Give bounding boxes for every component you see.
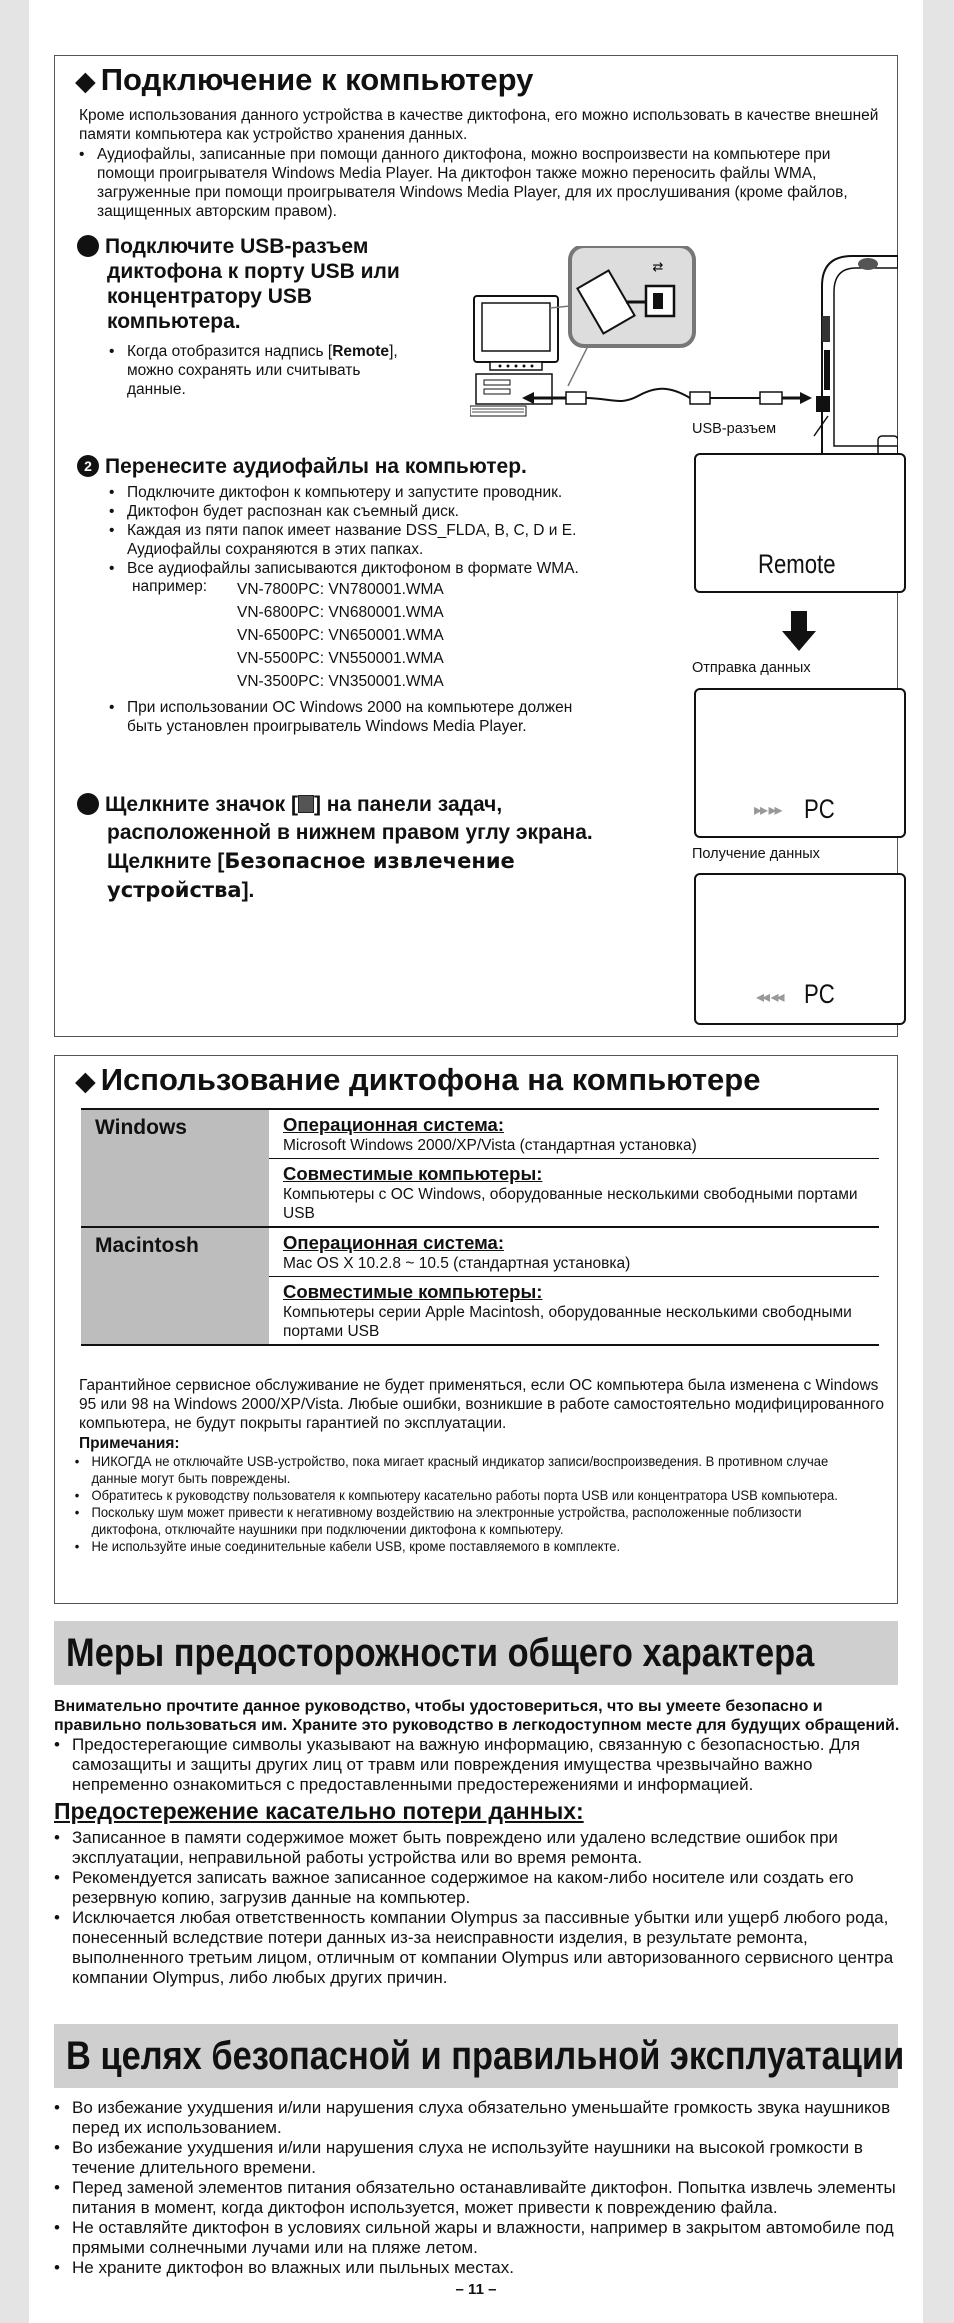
- table-row: [81, 1109, 879, 1159]
- step-2-list: [105, 483, 650, 578]
- precautions-list: [50, 1735, 904, 1795]
- connect-intro: Кроме использования данного устройства в качестве диктофона, его можно использовать в качестве внешней памяти компьютера как устройство хранения данных.: [79, 107, 879, 143]
- list-item: • Все аудиофайлы записываются диктофоном в формате WMA.: [105, 559, 650, 578]
- compat-cell: Совместимые компьютеры: Компьютеры с ОС Windows, оборудованные несколькими свободными портами USB: [269, 1159, 879, 1228]
- receive-data-label: Получение данных: [692, 846, 820, 862]
- step-3-heading: 3 Щелкните значок [ ] на панели задач, расположенной в нижнем правом углу экрана. Щелкните [Безопасное извлечение устройства].: [69, 793, 593, 902]
- notes-title: Примечания:: [79, 1435, 180, 1452]
- list-item: • Исключается любая ответственность компании Olympus за пассивные убытки или ущерб любого рода, понесенный вследствие потери данных из-за неисправности изделия, в результате ремонта, выполненного третьим лицом, отличным от компании Olympus или авторизованного сервисного центра компании Olympus, либо любых других причин.: [50, 1908, 904, 1988]
- example-file: VN-6800PC: VN680001.WMA: [237, 604, 444, 621]
- table-row: [81, 1227, 879, 1277]
- safety-band: [54, 2024, 905, 2088]
- precautions-section: [54, 1697, 904, 1988]
- list-item: • Аудиофайлы, записанные при помощи данного диктофона, можно воспроизвести на компьютере при помощи проигрывателя Windows Media Player. На диктофон также можно переносить файлы WMA, загруженные при помощи проигрывателя Windows Media Player, для их прослушивания (кроме файлов, защищенных авторским правом).: [75, 145, 885, 221]
- receive-arrows-icon: ◂◂ ◂◂: [756, 989, 783, 1006]
- os-cell: Windows: [81, 1109, 269, 1227]
- diamond-icon: ◆: [75, 1066, 96, 1096]
- step-1-heading: 1 Подключите USB-разъем диктофона к порту USB или концентратору USB компьютера.: [69, 235, 400, 333]
- display-send: [694, 688, 906, 838]
- display-text: Remote: [758, 549, 836, 579]
- step-1: [69, 234, 427, 399]
- list-item: • НИКОГДА не отключайте USB-устройство, пока мигает красный индикатор записи/воспроизведения. В противном случае данные могут быть повреждены.: [71, 1453, 871, 1487]
- list-item: • Во избежание ухудшения и/или нарушения слуха не используйте наушники на высокой громкости в течение длительного времени.: [50, 2138, 904, 2178]
- step-2: [77, 454, 657, 736]
- safely-remove-icon: [298, 795, 314, 813]
- list-item: • Обратитесь к руководству пользователя к компьютеру касательно работы порта USB или концентратора USB компьютера.: [71, 1487, 871, 1504]
- example-file: VN-5500PC: VN550001.WMA: [237, 650, 444, 667]
- list-item: • Каждая из пяти папок имеет название DSS_FLDA, B, C, D и E. Аудиофайлы сохраняются в этих папках.: [105, 521, 650, 559]
- manual-page: [29, 0, 923, 2323]
- example-label: например:: [132, 578, 208, 595]
- data-loss-title: Предостережение касательно потери данных:: [54, 1798, 584, 1824]
- list-item: • Не храните диктофон во влажных или пыльных местах.: [50, 2258, 904, 2278]
- example-file: VN-6500PC: VN650001.WMA: [237, 627, 444, 644]
- list-item: • Поскольку шум может привести к негативному воздействию на электронные устройства, расположенные поблизости диктофона, отключайте наушники при подключении диктофона к компьютеру.: [71, 1504, 871, 1538]
- list-item: • Не используйте иные соединительные кабели USB, кроме поставляемого в комплекте.: [71, 1538, 871, 1555]
- diamond-icon: ◆: [75, 66, 96, 96]
- compat-cell: Совместимые компьютеры: Компьютеры серии Apple Macintosh, оборудованные несколькими свободными портами USB: [269, 1277, 879, 1346]
- safety-list: [50, 2098, 904, 2278]
- step-number-badge: 1: [77, 235, 99, 257]
- step-number-badge: 3: [77, 793, 99, 815]
- notes-list: [71, 1453, 891, 1555]
- example-list: [237, 578, 444, 693]
- example-file: VN-7800PC: VN780001.WMA: [237, 581, 444, 598]
- file-examples: [132, 578, 657, 696]
- usage-title: ◆ Использование диктофона на компьютере: [75, 1062, 761, 1097]
- connect-title: ◆ Подключение к компьютеру: [75, 62, 534, 97]
- list-item: • Во избежание ухудшения и/или нарушения слуха обязательно уменьшайте громкость звука наушников перед их использованием.: [50, 2098, 904, 2138]
- list-item: • Предостерегающие символы указывают на важную информацию, связанную с безопасностью. Для самозащиты и защиты других лиц от травм или повреждения имущества чрезвычайно важно непременно ознакомиться с предоставленными предостережениями и информацией.: [50, 1735, 904, 1795]
- connect-section: [54, 55, 898, 1037]
- connect-intro-list: [75, 145, 885, 221]
- usb-connector-label: USB-разъем: [692, 421, 777, 437]
- precautions-band: [54, 1621, 898, 1685]
- os-cell: Macintosh: [81, 1227, 269, 1345]
- send-data-label: Отправка данных: [692, 660, 811, 676]
- display-text: PC: [804, 979, 835, 1009]
- svg-text:⇄: ⇄: [652, 260, 664, 275]
- usage-section: [54, 1055, 898, 1604]
- os-spec-cell: Операционная система: Microsoft Windows 2000/XP/Vista (стандартная установка): [269, 1109, 879, 1159]
- display-remote: [694, 453, 906, 593]
- arrow-down-icon: [782, 611, 816, 651]
- list-item: • Рекомендуется записать важное записанное содержимое на каком-либо носителе или создать его резервную копию, загрузив данные на компьютер.: [50, 1868, 904, 1908]
- system-requirements-table: [81, 1108, 879, 1346]
- safety-title: В целях безопасной и правильной эксплуатации: [66, 2034, 905, 2078]
- data-loss-list: [50, 1828, 904, 1988]
- step-3: [69, 791, 597, 905]
- step-2-list-last: [105, 698, 595, 736]
- list-item: • Не оставляйте диктофон в условиях сильной жары и влажности, например в закрытом автомобиле под прямыми солнечными лучами или на пляже летом.: [50, 2218, 904, 2258]
- os-spec-cell: Операционная система: Mac OS X 10.2.8 ~ 10.5 (стандартная установка): [269, 1227, 879, 1277]
- step-number-badge: 2: [77, 455, 99, 477]
- step-2-heading: 2 Перенесите аудиофайлы на компьютер.: [77, 454, 657, 479]
- precautions-intro: Внимательно прочтите данное руководство, чтобы удостовериться, что вы умеете безопасно и правильно пользоваться им. Храните это руководство в легкодоступном месте для будущих обращений.: [54, 1698, 900, 1734]
- display-receive: [694, 873, 906, 1025]
- warranty-text: Гарантийное сервисное обслуживание не будет применяться, если ОС компьютера была изменена с Windows 95 или 98 на Windows 2000/XP/Vista. Любые ошибки, возникшие в работе самостоятельно модифицированного компьютера, не будут покрыты гарантией по эксплуатации.: [79, 1377, 884, 1432]
- precautions-title: Меры предосторожности общего характера: [66, 1631, 815, 1675]
- list-item: • При использовании ОС Windows 2000 на компьютере должен быть установлен проигрыватель Windows Media Player.: [105, 698, 595, 736]
- list-item: • Когда отобразится надпись [Remote], можно сохранять или считывать данные.: [105, 342, 405, 399]
- example-file: VN-3500PC: VN350001.WMA: [237, 673, 444, 690]
- step-1-list: [105, 342, 405, 399]
- usb-connection-illustration: [470, 246, 898, 474]
- list-item: • Перед заменой элементов питания обязательно останавливайте диктофон. Попытка извлечь элементы питания в момент, когда диктофон используется, может привести к повреждению файла.: [50, 2178, 904, 2218]
- list-item: • Записанное в памяти содержимое может быть повреждено или удалено вследствие ошибок при эксплуатации, неправильной работы устройства или во время ремонта.: [50, 1828, 904, 1868]
- safety-section: [54, 2098, 904, 2278]
- list-item: • Диктофон будет распознан как съемный диск.: [105, 502, 650, 521]
- display-text: PC: [804, 794, 835, 824]
- list-item: • Подключите диктофон к компьютеру и запустите проводник.: [105, 483, 650, 502]
- send-arrows-icon: ▸▸ ▸▸: [754, 802, 781, 819]
- page-number: – 11 –: [455, 2281, 497, 2298]
